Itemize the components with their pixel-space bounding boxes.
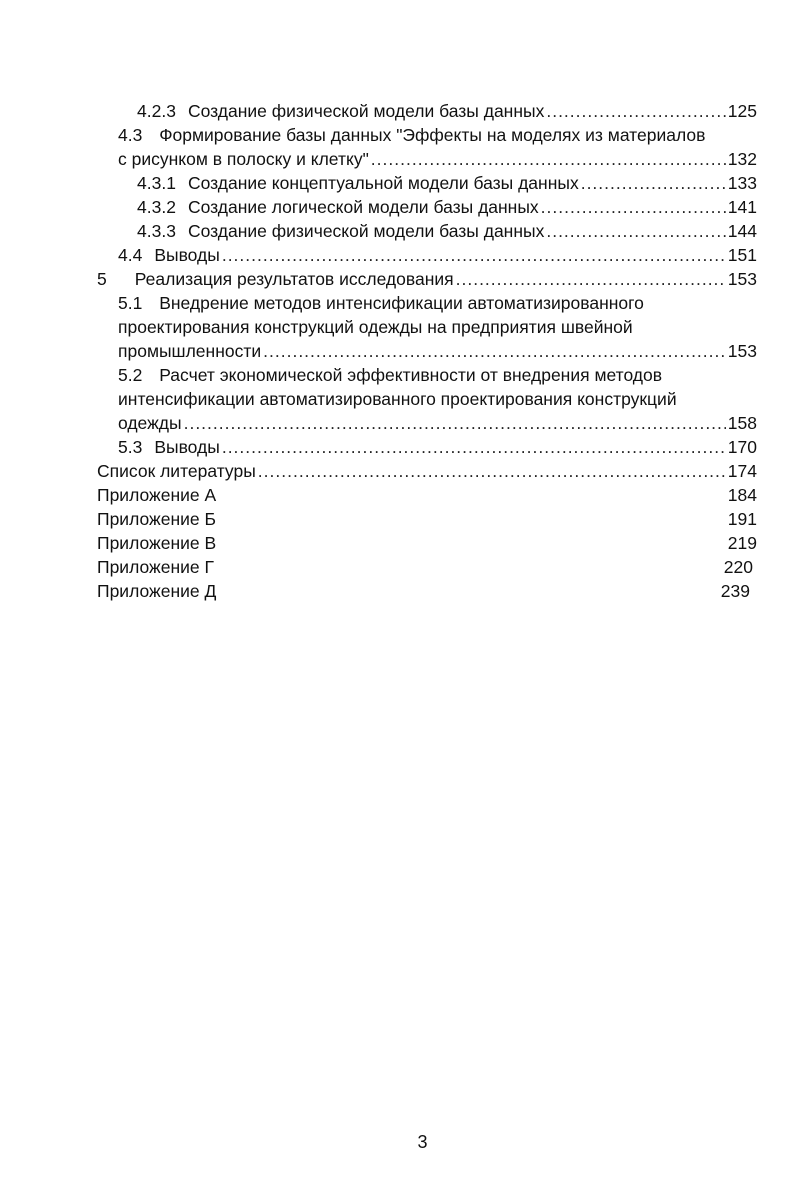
toc-entry-5-2-continuation[interactable] <box>118 388 757 411</box>
dot-leader <box>263 340 726 363</box>
dot-leader <box>371 148 726 171</box>
toc-entry-number: 4.3.1 <box>137 173 176 193</box>
dot-leader <box>456 268 726 291</box>
toc-entry-title: Создание концептуальной модели базы данных <box>187 173 579 193</box>
toc-entry-title-line-1: Расчет экономической эффективности от внедрения методов <box>159 365 663 385</box>
toc-entry-4-3-continuation[interactable] <box>118 148 757 171</box>
toc-entry-title: Выводы <box>154 245 220 265</box>
toc-entry-5-1-continuation-2[interactable] <box>118 340 757 363</box>
toc-entry-5-2[interactable] <box>118 364 757 387</box>
toc-entry-page: 141 <box>727 197 757 217</box>
dot-leader <box>184 412 726 435</box>
toc-entry-4-3[interactable] <box>118 124 757 147</box>
toc-entry-4-3-2[interactable] <box>137 196 757 219</box>
dot-leader <box>258 460 726 483</box>
toc-entry-number: 4.4 <box>118 245 143 265</box>
toc-entry-page: 132 <box>727 149 757 169</box>
toc-entry-5-1[interactable] <box>118 292 757 315</box>
toc-entry-title: Создание физической модели базы данных <box>187 101 545 121</box>
toc-entry-appendix-b-page: 191 <box>727 509 757 529</box>
toc-entry-appendix-g[interactable] <box>97 556 214 579</box>
toc-entry-title-line-3: промышленности <box>118 341 262 361</box>
dot-leader <box>222 436 726 459</box>
toc-entry-title-line-2: проектирования конструкций одежды на предприятия швейной <box>118 317 633 337</box>
toc-entry-title: Приложение Д <box>97 581 217 601</box>
toc-entry-number: 4.3 <box>118 125 143 145</box>
toc-entry-5-2-continuation-2[interactable] <box>118 412 757 435</box>
toc-entry-page: 158 <box>727 413 757 433</box>
dot-leader <box>581 172 726 195</box>
toc-entry-number: 4.3.3 <box>137 221 176 241</box>
toc-entry-page: 174 <box>727 461 757 481</box>
toc-entry-number: 5.3 <box>118 437 143 457</box>
toc-entry-4-2-3[interactable] <box>137 100 757 123</box>
toc-entry-appendix-b[interactable] <box>97 508 216 531</box>
toc-entry-page: 125 <box>727 101 757 121</box>
toc-entry-title: Приложение Б <box>97 509 216 529</box>
toc-entry-appendix-d[interactable] <box>97 580 216 603</box>
toc-entry-title: Список литературы <box>97 461 256 481</box>
toc-entry-title: Реализация результатов исследования <box>134 269 454 289</box>
toc-entry-title: Приложение Г <box>97 557 214 577</box>
toc-entry-title-line-1: Внедрение методов интенсификации автоматизированного <box>159 293 644 313</box>
toc-entry-appendix-a-page: 184 <box>727 485 757 505</box>
toc-entry-4-3-1[interactable] <box>137 172 757 195</box>
toc-entry-4-3-3[interactable] <box>137 220 757 243</box>
toc-entry-appendix-v-page: 219 <box>727 533 757 553</box>
toc-entry-appendix-v[interactable] <box>97 532 216 555</box>
toc-entry-appendix-a[interactable] <box>97 484 216 507</box>
toc-entry-title: Приложение В <box>97 533 217 553</box>
toc-entry-page: 153 <box>727 341 757 361</box>
toc-entry-page: 170 <box>727 437 757 457</box>
toc-entry-title: Приложение А <box>97 485 217 505</box>
toc-entry-number: 5 <box>97 269 107 289</box>
toc-entry-5-1-continuation[interactable] <box>118 316 757 339</box>
toc-entry-title: Создание физической модели базы данных <box>187 221 545 241</box>
toc-entry-references[interactable] <box>97 460 757 483</box>
toc-entry-number: 4.3.2 <box>137 197 176 217</box>
toc-entry-title-line-1: Формирование базы данных "Эффекты на моделях из материалов <box>159 125 706 145</box>
toc-entry-title-line-3: одежды <box>118 413 182 433</box>
toc-entry-title: Создание логической модели базы данных <box>187 197 539 217</box>
toc-entry-4-4[interactable] <box>118 244 757 267</box>
dot-leader <box>222 244 726 267</box>
dot-leader <box>546 220 725 243</box>
toc-entry-page: 144 <box>727 221 757 241</box>
toc-entry-appendix-g-page: 220 <box>723 557 753 577</box>
toc-entry-appendix-d-page: 239 <box>720 581 750 601</box>
toc-entry-number: 5.1 <box>118 293 143 313</box>
toc-entry-number: 4.2.3 <box>137 101 176 121</box>
toc-entry-number: 5.2 <box>118 365 143 385</box>
toc-entry-title-line-2: интенсификации автоматизированного проектирования конструкций <box>118 389 677 409</box>
toc-entry-page: 151 <box>727 245 757 265</box>
page-number: 3 <box>417 1132 428 1152</box>
toc-entry-page: 133 <box>727 173 757 193</box>
dot-leader <box>546 100 725 123</box>
dot-leader <box>541 196 726 219</box>
toc-entry-title-line-2: с рисунком в полоску и клетку" <box>118 149 369 169</box>
toc-entry-5[interactable] <box>97 268 757 291</box>
toc-entry-page: 153 <box>727 269 757 289</box>
toc-entry-5-3[interactable] <box>118 436 757 459</box>
toc-entry-title: Выводы <box>154 437 220 457</box>
